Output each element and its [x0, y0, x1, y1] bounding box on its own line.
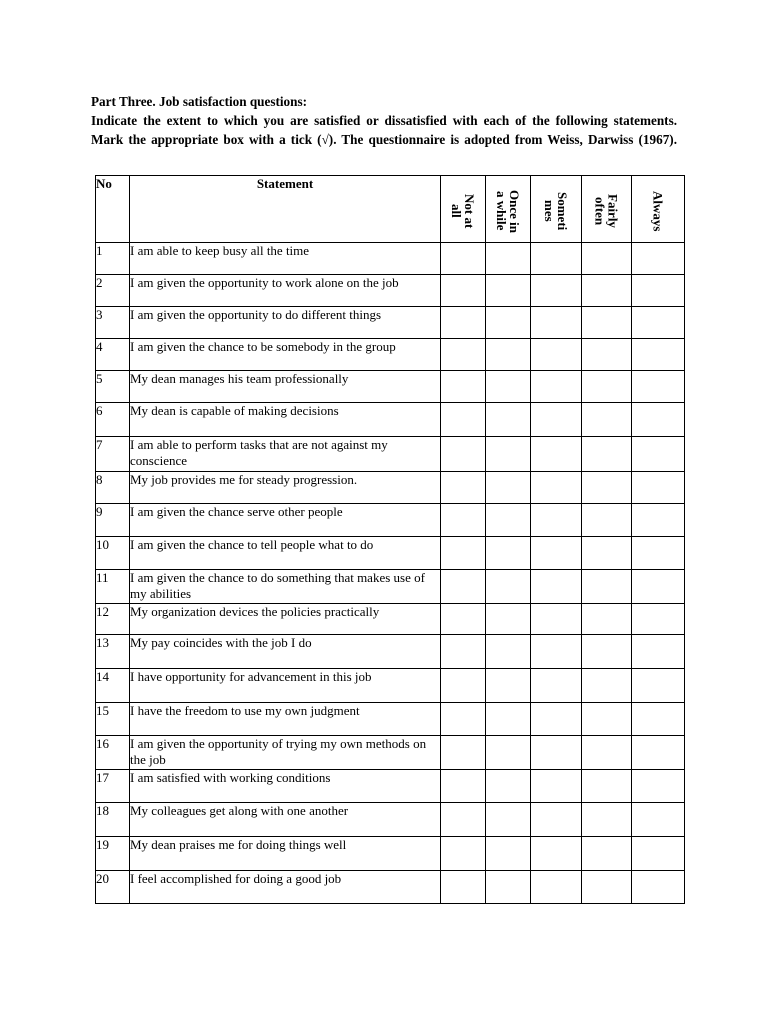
header-fairly-often: Fairly often [582, 176, 632, 243]
tick-box-not-at-all[interactable] [441, 570, 486, 604]
tick-box-once-in-a-while[interactable] [486, 736, 531, 770]
table-row [96, 472, 685, 504]
tick-box-fairly-often[interactable] [582, 275, 632, 307]
tick-box-sometimes[interactable] [531, 635, 582, 669]
table-row [96, 403, 685, 437]
tick-box-not-at-all[interactable] [441, 837, 486, 871]
tick-box-sometimes[interactable] [531, 604, 582, 635]
row-number: 19 [96, 837, 130, 871]
tick-box-once-in-a-while[interactable] [486, 437, 531, 472]
tick-box-once-in-a-while[interactable] [486, 803, 531, 837]
tick-box-not-at-all[interactable] [441, 275, 486, 307]
tick-box-once-in-a-while[interactable] [486, 403, 531, 437]
tick-box-not-at-all[interactable] [441, 339, 486, 371]
section-title: Part Three. Job satisfaction questions: [91, 94, 308, 109]
tick-box-sometimes[interactable] [531, 437, 582, 472]
row-number: 8 [96, 472, 130, 504]
row-number: 17 [96, 770, 130, 803]
tick-box-sometimes[interactable] [531, 537, 582, 570]
row-number: 18 [96, 803, 130, 837]
tick-box-fairly-often[interactable] [582, 837, 632, 871]
row-number: 6 [96, 403, 130, 437]
tick-box-fairly-often[interactable] [582, 803, 632, 837]
tick-box-once-in-a-while[interactable] [486, 243, 531, 275]
tick-box-sometimes[interactable] [531, 736, 582, 770]
table-row [96, 275, 685, 307]
tick-box-not-at-all[interactable] [441, 803, 486, 837]
tick-box-sometimes[interactable] [531, 837, 582, 871]
tick-box-not-at-all[interactable] [441, 871, 486, 904]
row-number: 12 [96, 604, 130, 635]
row-statement: I am given the opportunity to work alone on the job [130, 275, 441, 307]
row-statement: I am given the chance to tell people what to do [130, 537, 441, 570]
tick-box-fairly-often[interactable] [582, 339, 632, 371]
tick-box-sometimes[interactable] [531, 570, 582, 604]
intro-text [91, 92, 691, 149]
tick-box-once-in-a-while[interactable] [486, 275, 531, 307]
row-number: 5 [96, 371, 130, 403]
tick-box-fairly-often[interactable] [582, 371, 632, 403]
row-statement: I am given the chance to do something that makes use of my abilities [130, 570, 441, 604]
tick-box-fairly-often[interactable] [582, 437, 632, 472]
tick-box-fairly-often[interactable] [582, 537, 632, 570]
tick-box-always[interactable] [632, 770, 685, 803]
tick-box-once-in-a-while[interactable] [486, 472, 531, 504]
tick-box-fairly-often[interactable] [582, 472, 632, 504]
tick-box-always[interactable] [632, 307, 685, 339]
tick-box-not-at-all[interactable] [441, 669, 486, 703]
tick-box-always[interactable] [632, 243, 685, 275]
tick-box-sometimes[interactable] [531, 770, 582, 803]
row-number: 16 [96, 736, 130, 770]
tick-box-not-at-all[interactable] [441, 243, 486, 275]
tick-box-once-in-a-while[interactable] [486, 604, 531, 635]
tick-box-fairly-often[interactable] [582, 243, 632, 275]
tick-box-once-in-a-while[interactable] [486, 635, 531, 669]
table-row [96, 770, 685, 803]
tick-box-fairly-often[interactable] [582, 703, 632, 736]
row-number: 4 [96, 339, 130, 371]
table-row [96, 604, 685, 635]
table-row [96, 504, 685, 537]
tick-box-always[interactable] [632, 837, 685, 871]
header-once-in-a-while: Once in a while [486, 176, 531, 243]
tick-box-sometimes[interactable] [531, 275, 582, 307]
tick-box-always[interactable] [632, 504, 685, 537]
tick-box-fairly-often[interactable] [582, 570, 632, 604]
table-row [96, 339, 685, 371]
row-statement: I feel accomplished for doing a good job [130, 871, 441, 904]
tick-box-fairly-often[interactable] [582, 871, 632, 904]
tick-box-not-at-all[interactable] [441, 604, 486, 635]
row-statement: I am able to keep busy all the time [130, 243, 441, 275]
tick-box-sometimes[interactable] [531, 472, 582, 504]
tick-box-once-in-a-while[interactable] [486, 770, 531, 803]
tick-box-not-at-all[interactable] [441, 472, 486, 504]
instruction-line: Indicate the extent to which you are satisfied or dissatisfied with each of the following statements. [91, 113, 677, 128]
row-statement: I am satisfied with working conditions [130, 770, 441, 803]
row-number: 20 [96, 871, 130, 904]
tick-box-always[interactable] [632, 635, 685, 669]
tick-box-not-at-all[interactable] [441, 403, 486, 437]
tick-box-always[interactable] [632, 871, 685, 904]
tick-box-always[interactable] [632, 669, 685, 703]
tick-box-once-in-a-while[interactable] [486, 307, 531, 339]
row-statement: I have the freedom to use my own judgment [130, 703, 441, 736]
table-row [96, 243, 685, 275]
header-sometimes: Someti mes [531, 176, 582, 243]
tick-box-always[interactable] [632, 570, 685, 604]
tick-box-once-in-a-while[interactable] [486, 837, 531, 871]
tick-box-fairly-often[interactable] [582, 403, 632, 437]
header-not-at-all: Not at all [441, 176, 486, 243]
tick-box-once-in-a-while[interactable] [486, 371, 531, 403]
row-statement: I am given the chance to be somebody in the group [130, 339, 441, 371]
tick-box-fairly-often[interactable] [582, 504, 632, 537]
row-number: 9 [96, 504, 130, 537]
tick-box-always[interactable] [632, 472, 685, 504]
row-statement: My pay coincides with the job I do [130, 635, 441, 669]
row-statement: I am given the chance serve other people [130, 504, 441, 537]
tick-box-sometimes[interactable] [531, 504, 582, 537]
table-row [96, 570, 685, 604]
tick-box-once-in-a-while[interactable] [486, 669, 531, 703]
row-number: 15 [96, 703, 130, 736]
header-no: No [96, 176, 130, 243]
tick-box-always[interactable] [632, 275, 685, 307]
tick-box-fairly-often[interactable] [582, 770, 632, 803]
tick-box-not-at-all[interactable] [441, 635, 486, 669]
tick-box-once-in-a-while[interactable] [486, 871, 531, 904]
row-statement: I am given the opportunity to do different things [130, 307, 441, 339]
tick-box-sometimes[interactable] [531, 803, 582, 837]
row-statement: I am given the opportunity of trying my own methods on the job [130, 736, 441, 770]
tick-box-always[interactable] [632, 803, 685, 837]
tick-box-not-at-all[interactable] [441, 307, 486, 339]
row-number: 3 [96, 307, 130, 339]
tick-box-fairly-often[interactable] [582, 736, 632, 770]
table-row [96, 736, 685, 770]
tick-box-sometimes[interactable] [531, 403, 582, 437]
tick-box-once-in-a-while[interactable] [486, 537, 531, 570]
row-statement: My organization devices the policies practically [130, 604, 441, 635]
table-row [96, 871, 685, 904]
tick-box-once-in-a-while[interactable] [486, 504, 531, 537]
row-number: 1 [96, 243, 130, 275]
tick-box-once-in-a-while[interactable] [486, 570, 531, 604]
row-statement: My colleagues get along with one another [130, 803, 441, 837]
tick-box-always[interactable] [632, 537, 685, 570]
table-row [96, 307, 685, 339]
table-row [96, 635, 685, 669]
tick-box-not-at-all[interactable] [441, 371, 486, 403]
row-number: 7 [96, 437, 130, 472]
table-row [96, 803, 685, 837]
tick-box-not-at-all[interactable] [441, 504, 486, 537]
tick-box-once-in-a-while[interactable] [486, 703, 531, 736]
row-statement: I am able to perform tasks that are not against my conscience [130, 437, 441, 472]
row-statement: I have opportunity for advancement in this job [130, 669, 441, 703]
tick-box-sometimes[interactable] [531, 307, 582, 339]
tick-box-not-at-all[interactable] [441, 703, 486, 736]
tick-box-fairly-often[interactable] [582, 669, 632, 703]
tick-box-sometimes[interactable] [531, 339, 582, 371]
table-row [96, 669, 685, 703]
table-header-row [96, 176, 685, 243]
tick-box-fairly-often[interactable] [582, 604, 632, 635]
header-statement: Statement [130, 176, 441, 243]
table-row [96, 837, 685, 871]
tick-box-fairly-often[interactable] [582, 635, 632, 669]
row-statement: My dean praises me for doing things well [130, 837, 441, 871]
header-always: Always [632, 176, 685, 243]
instruction-line-source: Mark the appropriate box with a tick (√). The questionnaire is adopted from Weiss, Darwiss (1967). [91, 132, 677, 147]
tick-box-sometimes[interactable] [531, 703, 582, 736]
tick-box-always[interactable] [632, 437, 685, 472]
row-number: 14 [96, 669, 130, 703]
tick-box-always[interactable] [632, 604, 685, 635]
table-row [96, 437, 685, 472]
row-number: 2 [96, 275, 130, 307]
tick-box-sometimes[interactable] [531, 243, 582, 275]
tick-box-always[interactable] [632, 703, 685, 736]
tick-box-always[interactable] [632, 736, 685, 770]
tick-box-fairly-often[interactable] [582, 307, 632, 339]
tick-box-always[interactable] [632, 371, 685, 403]
row-number: 10 [96, 537, 130, 570]
tick-box-always[interactable] [632, 339, 685, 371]
row-statement: My job provides me for steady progression. [130, 472, 441, 504]
row-statement: My dean manages his team professionally [130, 371, 441, 403]
tick-box-not-at-all[interactable] [441, 770, 486, 803]
table-row [96, 371, 685, 403]
tick-box-sometimes[interactable] [531, 669, 582, 703]
row-number: 13 [96, 635, 130, 669]
tick-box-always[interactable] [632, 403, 685, 437]
table-row [96, 537, 685, 570]
tick-box-not-at-all[interactable] [441, 736, 486, 770]
table-row [96, 703, 685, 736]
tick-box-once-in-a-while[interactable] [486, 339, 531, 371]
row-number: 11 [96, 570, 130, 604]
row-statement: My dean is capable of making decisions [130, 403, 441, 437]
tick-box-sometimes[interactable] [531, 871, 582, 904]
satisfaction-table [95, 175, 685, 904]
tick-box-not-at-all[interactable] [441, 537, 486, 570]
tick-box-not-at-all[interactable] [441, 437, 486, 472]
tick-box-sometimes[interactable] [531, 371, 582, 403]
